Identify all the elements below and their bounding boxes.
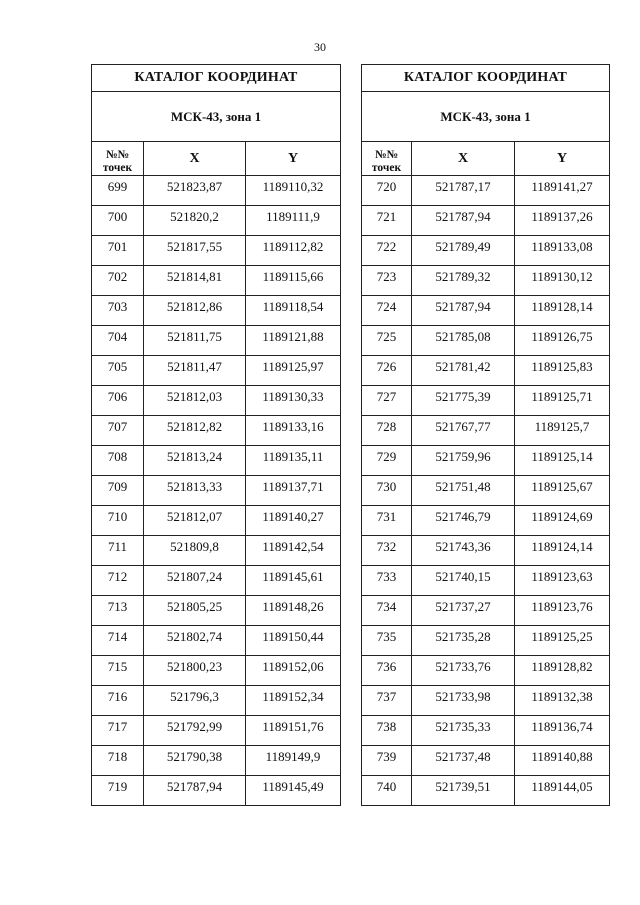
x-coordinate-cell: 521807,24 xyxy=(144,566,246,596)
table-row xyxy=(92,326,341,356)
column-header-point-number xyxy=(362,142,412,176)
point-number-cell: 699 xyxy=(92,176,144,206)
x-coordinate-cell: 521811,75 xyxy=(144,326,246,356)
table-row xyxy=(92,656,341,686)
point-number-cell: 715 xyxy=(92,656,144,686)
page-number: 30 xyxy=(314,40,326,54)
y-coordinate-cell: 1189144,05 xyxy=(515,776,610,806)
coordinate-system-label: МСК-43, зона 1 xyxy=(92,92,341,142)
y-coordinate-cell: 1189145,49 xyxy=(246,776,341,806)
column-header-point-number xyxy=(92,142,144,176)
y-coordinate-cell: 1189130,12 xyxy=(515,266,610,296)
x-coordinate-cell: 521740,15 xyxy=(412,566,515,596)
table-row xyxy=(362,596,610,626)
point-number-cell: 712 xyxy=(92,566,144,596)
y-coordinate-cell: 1189152,06 xyxy=(246,656,341,686)
table-row xyxy=(92,266,341,296)
table-row xyxy=(92,176,341,206)
y-coordinate-cell: 1189133,16 xyxy=(246,416,341,446)
point-number-cell: 724 xyxy=(362,296,412,326)
table-row xyxy=(92,476,341,506)
point-number-cell: 718 xyxy=(92,746,144,776)
x-coordinate-cell: 521800,23 xyxy=(144,656,246,686)
table-row xyxy=(362,206,610,236)
x-coordinate-cell: 521805,25 xyxy=(144,596,246,626)
y-coordinate-cell: 1189123,76 xyxy=(515,596,610,626)
x-coordinate-cell: 521785,08 xyxy=(412,326,515,356)
x-coordinate-cell: 521739,51 xyxy=(412,776,515,806)
point-number-cell: 730 xyxy=(362,476,412,506)
y-coordinate-cell: 1189125,67 xyxy=(515,476,610,506)
x-coordinate-cell: 521781,42 xyxy=(412,356,515,386)
x-coordinate-cell: 521746,79 xyxy=(412,506,515,536)
column-header-point-number-line1: №№ xyxy=(374,149,399,161)
x-coordinate-cell: 521751,48 xyxy=(412,476,515,506)
x-coordinate-cell: 521733,76 xyxy=(412,656,515,686)
coordinate-system-label: МСК-43, зона 1 xyxy=(362,92,610,142)
column-header-y: Y xyxy=(246,142,341,176)
x-coordinate-cell: 521813,33 xyxy=(144,476,246,506)
y-coordinate-cell: 1189136,74 xyxy=(515,716,610,746)
y-coordinate-cell: 1189110,32 xyxy=(246,176,341,206)
point-number-cell: 706 xyxy=(92,386,144,416)
table-row xyxy=(362,476,610,506)
y-coordinate-cell: 1189125,7 xyxy=(515,416,610,446)
point-number-cell: 702 xyxy=(92,266,144,296)
y-coordinate-cell: 1189128,82 xyxy=(515,656,610,686)
x-coordinate-cell: 521735,28 xyxy=(412,626,515,656)
y-coordinate-cell: 1189145,61 xyxy=(246,566,341,596)
table-row xyxy=(92,386,341,416)
table-row xyxy=(92,686,341,716)
table-row xyxy=(362,686,610,716)
point-number-cell: 700 xyxy=(92,206,144,236)
y-coordinate-cell: 1189115,66 xyxy=(246,266,341,296)
column-header-point-number-line2: точек xyxy=(102,162,133,174)
y-coordinate-cell: 1189135,11 xyxy=(246,446,341,476)
y-coordinate-cell: 1189130,33 xyxy=(246,386,341,416)
y-coordinate-cell: 1189111,9 xyxy=(246,206,341,236)
y-coordinate-cell: 1189125,25 xyxy=(515,626,610,656)
table-row xyxy=(362,296,610,326)
x-coordinate-cell: 521737,48 xyxy=(412,746,515,776)
table-row xyxy=(362,626,610,656)
y-coordinate-cell: 1189133,08 xyxy=(515,236,610,266)
point-number-cell: 707 xyxy=(92,416,144,446)
y-coordinate-cell: 1189142,54 xyxy=(246,536,341,566)
table-row xyxy=(92,746,341,776)
catalog-title: КАТАЛОГ КООРДИНАТ xyxy=(362,65,610,92)
x-coordinate-cell: 521814,81 xyxy=(144,266,246,296)
x-coordinate-cell: 521812,03 xyxy=(144,386,246,416)
table-row xyxy=(92,776,341,806)
x-coordinate-cell: 521789,49 xyxy=(412,236,515,266)
catalog-rows xyxy=(92,176,341,806)
table-row xyxy=(92,506,341,536)
y-coordinate-cell: 1189140,27 xyxy=(246,506,341,536)
point-number-cell: 729 xyxy=(362,446,412,476)
point-number-cell: 732 xyxy=(362,536,412,566)
point-number-cell: 725 xyxy=(362,326,412,356)
y-coordinate-cell: 1189128,14 xyxy=(515,296,610,326)
x-coordinate-cell: 521733,98 xyxy=(412,686,515,716)
table-row xyxy=(92,206,341,236)
x-coordinate-cell: 521809,8 xyxy=(144,536,246,566)
point-number-cell: 719 xyxy=(92,776,144,806)
table-row xyxy=(92,236,341,266)
table-row xyxy=(362,386,610,416)
point-number-cell: 734 xyxy=(362,596,412,626)
table-row xyxy=(362,656,610,686)
y-coordinate-cell: 1189125,71 xyxy=(515,386,610,416)
table-row xyxy=(92,566,341,596)
point-number-cell: 728 xyxy=(362,416,412,446)
y-coordinate-cell: 1189121,88 xyxy=(246,326,341,356)
x-coordinate-cell: 521811,47 xyxy=(144,356,246,386)
x-coordinate-cell: 521820,2 xyxy=(144,206,246,236)
point-number-cell: 731 xyxy=(362,506,412,536)
table-row xyxy=(362,536,610,566)
x-coordinate-cell: 521789,32 xyxy=(412,266,515,296)
point-number-cell: 723 xyxy=(362,266,412,296)
x-coordinate-cell: 521787,94 xyxy=(412,296,515,326)
coordinate-catalog-right xyxy=(361,64,610,806)
x-coordinate-cell: 521775,39 xyxy=(412,386,515,416)
y-coordinate-cell: 1189126,75 xyxy=(515,326,610,356)
x-coordinate-cell: 521737,27 xyxy=(412,596,515,626)
table-row xyxy=(92,536,341,566)
table-row xyxy=(362,416,610,446)
y-coordinate-cell: 1189137,71 xyxy=(246,476,341,506)
table-row xyxy=(92,446,341,476)
point-number-cell: 717 xyxy=(92,716,144,746)
point-number-cell: 727 xyxy=(362,386,412,416)
x-coordinate-cell: 521767,77 xyxy=(412,416,515,446)
y-coordinate-cell: 1189125,97 xyxy=(246,356,341,386)
y-coordinate-cell: 1189151,76 xyxy=(246,716,341,746)
table-row xyxy=(92,416,341,446)
x-coordinate-cell: 521792,99 xyxy=(144,716,246,746)
x-coordinate-cell: 521743,36 xyxy=(412,536,515,566)
y-coordinate-cell: 1189124,14 xyxy=(515,536,610,566)
column-header-point-number-line1: №№ xyxy=(105,149,130,161)
point-number-cell: 733 xyxy=(362,566,412,596)
point-number-cell: 720 xyxy=(362,176,412,206)
x-coordinate-cell: 521787,17 xyxy=(412,176,515,206)
y-coordinate-cell: 1189140,88 xyxy=(515,746,610,776)
y-coordinate-cell: 1189118,54 xyxy=(246,296,341,326)
table-row xyxy=(92,356,341,386)
y-coordinate-cell: 1189137,26 xyxy=(515,206,610,236)
x-coordinate-cell: 521796,3 xyxy=(144,686,246,716)
x-coordinate-cell: 521735,33 xyxy=(412,716,515,746)
x-coordinate-cell: 521787,94 xyxy=(412,206,515,236)
table-row xyxy=(362,326,610,356)
y-coordinate-cell: 1189125,14 xyxy=(515,446,610,476)
table-row xyxy=(362,506,610,536)
point-number-cell: 740 xyxy=(362,776,412,806)
point-number-cell: 738 xyxy=(362,716,412,746)
column-header-x: X xyxy=(144,142,246,176)
point-number-cell: 736 xyxy=(362,656,412,686)
point-number-cell: 708 xyxy=(92,446,144,476)
x-coordinate-cell: 521790,38 xyxy=(144,746,246,776)
y-coordinate-cell: 1189150,44 xyxy=(246,626,341,656)
x-coordinate-cell: 521759,96 xyxy=(412,446,515,476)
y-coordinate-cell: 1189124,69 xyxy=(515,506,610,536)
table-row xyxy=(362,176,610,206)
point-number-cell: 739 xyxy=(362,746,412,776)
y-coordinate-cell: 1189141,27 xyxy=(515,176,610,206)
column-header-x: X xyxy=(412,142,515,176)
point-number-cell: 714 xyxy=(92,626,144,656)
point-number-cell: 704 xyxy=(92,326,144,356)
point-number-cell: 722 xyxy=(362,236,412,266)
point-number-cell: 726 xyxy=(362,356,412,386)
table-row xyxy=(362,356,610,386)
point-number-cell: 716 xyxy=(92,686,144,716)
point-number-cell: 713 xyxy=(92,596,144,626)
x-coordinate-cell: 521823,87 xyxy=(144,176,246,206)
table-row xyxy=(92,296,341,326)
table-row xyxy=(92,716,341,746)
y-coordinate-cell: 1189112,82 xyxy=(246,236,341,266)
y-coordinate-cell: 1189123,63 xyxy=(515,566,610,596)
table-row xyxy=(362,236,610,266)
point-number-cell: 710 xyxy=(92,506,144,536)
table-row xyxy=(362,566,610,596)
table-row xyxy=(362,776,610,806)
table-row xyxy=(362,446,610,476)
table-row xyxy=(92,596,341,626)
point-number-cell: 735 xyxy=(362,626,412,656)
y-coordinate-cell: 1189149,9 xyxy=(246,746,341,776)
point-number-cell: 737 xyxy=(362,686,412,716)
point-number-cell: 711 xyxy=(92,536,144,566)
x-coordinate-cell: 521812,86 xyxy=(144,296,246,326)
point-number-cell: 703 xyxy=(92,296,144,326)
y-coordinate-cell: 1189125,83 xyxy=(515,356,610,386)
x-coordinate-cell: 521787,94 xyxy=(144,776,246,806)
table-row xyxy=(92,626,341,656)
x-coordinate-cell: 521812,07 xyxy=(144,506,246,536)
table-row xyxy=(362,716,610,746)
table-row xyxy=(362,746,610,776)
coordinate-catalog-left xyxy=(91,64,341,806)
table-row xyxy=(362,266,610,296)
catalog-title: КАТАЛОГ КООРДИНАТ xyxy=(92,65,341,92)
x-coordinate-cell: 521802,74 xyxy=(144,626,246,656)
point-number-cell: 705 xyxy=(92,356,144,386)
catalog-rows xyxy=(362,176,610,806)
column-header-point-number-line2: точек xyxy=(371,162,402,174)
y-coordinate-cell: 1189152,34 xyxy=(246,686,341,716)
y-coordinate-cell: 1189148,26 xyxy=(246,596,341,626)
point-number-cell: 709 xyxy=(92,476,144,506)
point-number-cell: 721 xyxy=(362,206,412,236)
point-number-cell: 701 xyxy=(92,236,144,266)
x-coordinate-cell: 521817,55 xyxy=(144,236,246,266)
x-coordinate-cell: 521813,24 xyxy=(144,446,246,476)
y-coordinate-cell: 1189132,38 xyxy=(515,686,610,716)
x-coordinate-cell: 521812,82 xyxy=(144,416,246,446)
column-header-y: Y xyxy=(515,142,610,176)
